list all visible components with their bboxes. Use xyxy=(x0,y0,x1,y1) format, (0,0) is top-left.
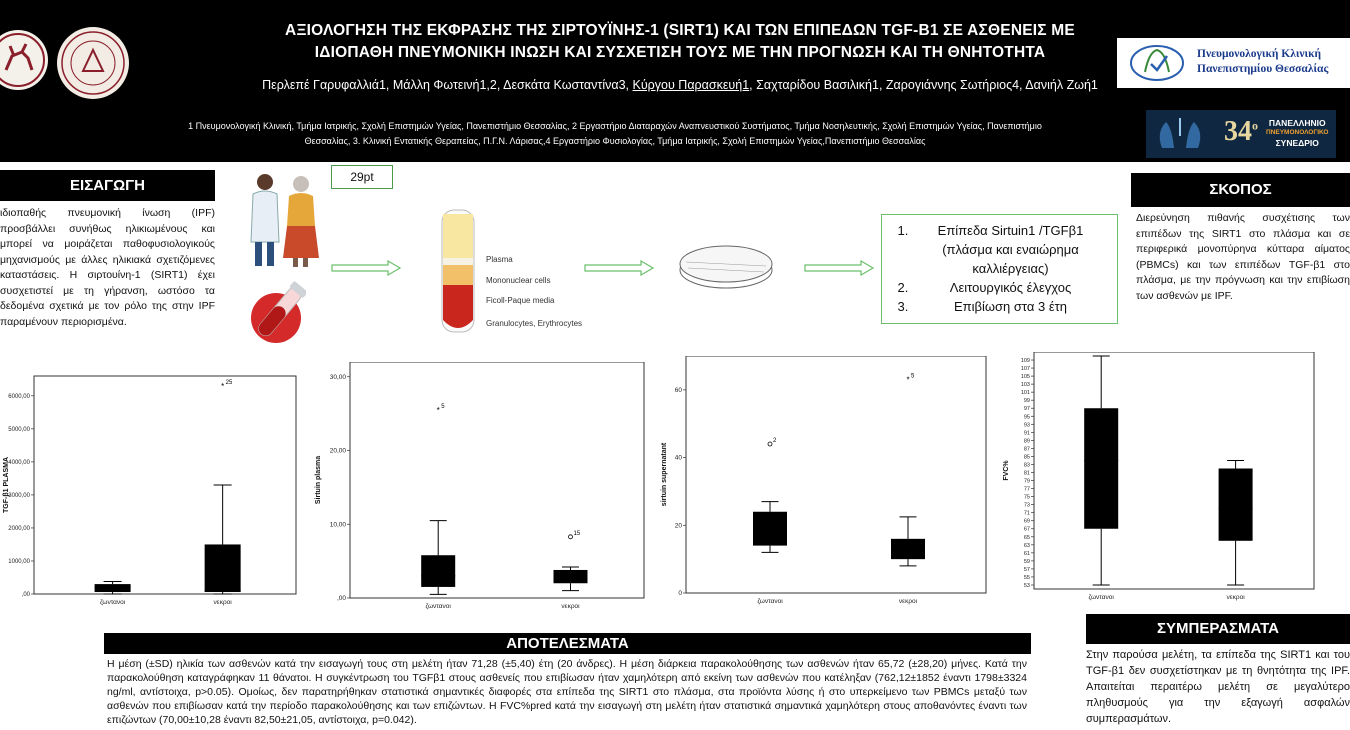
chart-sirtuin-plasma-panel xyxy=(312,362,648,612)
aim-heading: ΣΚΟΠΟΣ xyxy=(1131,173,1350,207)
flow-arrow-1-icon xyxy=(330,260,402,276)
results-heading: ΑΠΟΤΕΛΕΣΜΑΤΑ xyxy=(104,633,1031,654)
outlier-star: * xyxy=(906,375,910,385)
flow-arrow-3-icon xyxy=(803,260,875,276)
tube-label-ficoll: Ficoll-Paque media xyxy=(486,296,555,305)
blood-tube-icon xyxy=(250,278,306,350)
outlier-label: 25 xyxy=(225,379,233,386)
y-tick-label: 89 xyxy=(1023,438,1030,445)
y-tick-label: 5000,00 xyxy=(8,426,30,433)
y-tick-label: 0 xyxy=(678,590,682,597)
petri-dish-icon xyxy=(676,240,776,296)
outlier-label: 15 xyxy=(573,530,581,537)
congress-line-1: ΠΑΝΕΛΛΗΝΙΟ xyxy=(1268,118,1326,128)
chart-tgf-panel xyxy=(0,372,300,606)
x-category-label: νεκροι xyxy=(561,603,580,610)
clinic-name-line-2: Πανεπιστημίου Θεσσαλίας xyxy=(1197,63,1329,75)
y-tick-label: 20 xyxy=(674,522,682,530)
y-tick-label: 81 xyxy=(1023,470,1030,477)
y-axis-label: Sirtuin plasma xyxy=(315,455,322,505)
authors-after: , Σαχταρίδου Βασιλική1, Ζαρογιάννης Σωτήριος4, Δανιήλ Ζωή1 xyxy=(749,78,1098,92)
congress-ordinal: ο xyxy=(1252,118,1258,133)
y-tick-label: 101 xyxy=(1020,390,1030,397)
y-tick-label: 85 xyxy=(1023,454,1030,461)
doctor-patient-illustration xyxy=(243,170,327,270)
affiliations-line-2: Θεσσαλίας, 3. Κλινική Εντατικής Θεραπείας, Π.Γ.Ν. Λάρισας,4 Εργαστήριο Φυσιολογίας, Τμήμα Ιατρικής, Σχολή Επιστημών Υγείας,Πανεπιστήμιο Θεσσαλίας xyxy=(304,136,926,146)
y-tick-label: 6000,00 xyxy=(8,393,30,400)
y-tick-label: 67 xyxy=(1023,526,1030,533)
plot-frame xyxy=(350,362,644,598)
y-tick-label: 103 xyxy=(1020,382,1030,389)
y-tick-label: 60 xyxy=(674,386,682,394)
method-item-2: 2. Λειτουργικός έλεγχος xyxy=(912,278,1109,297)
flow-arrow-2-icon xyxy=(583,260,655,276)
box-ζωντανοι xyxy=(421,555,455,587)
plot-frame xyxy=(34,376,296,594)
y-tick-label: 69 xyxy=(1023,518,1030,525)
y-tick-label: 1000,00 xyxy=(8,558,30,565)
intro-text: ιδιοπαθής πνευμονική ίνωση (IPF) προσβάλλει συνήθως ηλικιωμένους και μπορεί να μοιράζεται παθοφυσιολογικούς μηχανισμούς με άλλες ηλικιακά σχετιζόμενες καταστάσεις. Η σιρτουίνη-1 (SIRT1) έχει συσχετιστεί με τη γήρανση, ωστόσο τα δεδομένα σχετικά με τον ρόλο της στην IPF παραμένουν περιορισμένα. xyxy=(0,207,215,328)
chart-sirtuin-supernatant-panel xyxy=(658,356,990,612)
y-axis-label: FVC% xyxy=(1003,460,1010,481)
poster-title xyxy=(180,20,1180,64)
outlier-label: 2 xyxy=(773,438,777,445)
y-tick-label: 30,00 xyxy=(329,373,346,381)
conclusions-text: Στην παρούσα μελέτη, τα επίπεδα της SIRT1 και του TGF-β1 δεν συσχετίστηκαν με τη θνητότητα της IPF. Απαιτείται περαιτέρω μελέτη σε μεγαλύτερο πληθυσμούς για την εξαγωγή ασφαλών συμπερασμάτων. xyxy=(1086,649,1350,725)
chart-fvc-panel xyxy=(1000,352,1318,608)
outlier-star: * xyxy=(221,381,225,391)
box-νεκροι xyxy=(205,544,241,592)
y-tick-label: 40 xyxy=(674,454,682,462)
y-tick-label: 3000,00 xyxy=(8,492,30,499)
box-ζωντανοι xyxy=(1084,408,1118,529)
y-tick-label: 59 xyxy=(1023,558,1030,565)
university-seal xyxy=(56,26,130,100)
y-axis-label: sirtuin supernatant xyxy=(661,442,668,507)
outlier-star: * xyxy=(436,405,440,415)
y-tick-label: 109 xyxy=(1020,358,1030,365)
y-tick-label: ,00 xyxy=(336,595,346,602)
results-text: Η μέση (±SD) ηλικία των ασθενών κατά την εισαγωγή τους στη μελέτη ήταν 71,28 (±5,40) έτη (20 άνδρες). Η μέση διάρκεια παρακολούθησης των ασθενών ήταν 65,72 (±28,20) μήνες. Κατά την παρακολούθηση καταγράφηκαν 11 θάνατοι. Η συγκέντρωση του TGFβ1 στους ασθενείς που επιβίωσαν ήταν χαμηλότερη από εκείνη των ασθενών που κατέληξαν (762,12±1852 έναντι 1798±3324 ng/ml, αντίστοιχα, p>0.05). Ομοίως, δεν παρατηρήθηκαν στατιστικά σημαντικές διαφορές στα επίπεδα της SIRT1 στο πλάσμα, στα προϊόντα λύσης ή στο υπερκείμενο των PBMCs μεταξύ των ασθενών που επιβίωσαν κατά την περίοδο παρακολούθησης και των επιζώντων. Η FVC%pred κατά την εισαγωγή στη μελέτη ήταν στατιστικά σημαντικά χαμηλότερη στους αποθανόντες έναντι των επιζώντων (70,00±10,28 έναντι 82,50±21,05, αντίστοιχα, p=0.042). xyxy=(107,658,1027,726)
intro-heading: ΕΙΣΑΓΩΓΗ xyxy=(0,170,215,201)
y-tick-label: 63 xyxy=(1023,542,1030,549)
outlier-label: 5 xyxy=(441,403,445,410)
title-line-2: ΙΔΙΟΠΑΘΗ ΠΝΕΥΜΟΝΙΚΗ ΙΝΩΣΗ ΚΑΙ ΣΥΣΧΕΤΙΣΗ ΤΟΥΣ ΜΕ ΤΗΝ ΠΡΟΓΝΩΣΗ ΚΑΙ ΤΗ ΘΝΗΤΟΤΗΤΑ xyxy=(314,44,1046,61)
x-category-label: ζωντανοι xyxy=(757,598,783,605)
y-axis-label: TGF-β1 PLASMA xyxy=(3,457,10,513)
y-tick-label: 20,00 xyxy=(329,447,346,455)
y-tick-label: 61 xyxy=(1023,550,1030,557)
methods-box xyxy=(881,214,1118,324)
x-category-label: νεκροι xyxy=(213,599,232,606)
presenting-author: Κύργου Παρασκευή1 xyxy=(632,78,750,92)
chart-sirtuin-supernatant xyxy=(658,356,990,612)
clinic-name xyxy=(1197,47,1328,77)
lungs-illustration-icon xyxy=(1150,114,1210,154)
outlier-label: 5 xyxy=(911,373,915,380)
header-banner xyxy=(0,0,1350,162)
y-tick-label: 95 xyxy=(1023,414,1030,421)
y-tick-label: 105 xyxy=(1020,374,1030,381)
y-tick-label: 79 xyxy=(1023,478,1030,485)
y-tick-label: 2000,00 xyxy=(8,525,30,532)
chart-tgf-plasma xyxy=(0,372,300,606)
plot-frame xyxy=(1034,352,1314,589)
lungs-logo-icon xyxy=(1125,42,1189,84)
chart-fvc xyxy=(1000,352,1318,608)
y-tick-label: 73 xyxy=(1023,502,1030,509)
conclusions-heading: ΣΥΜΠΕΡΑΣΜΑΤΑ xyxy=(1086,614,1350,644)
box-νεκροι xyxy=(1219,468,1253,540)
y-tick-label: 77 xyxy=(1023,486,1030,493)
clinic-name-line-1: Πνευμονολογική Κλινική xyxy=(1197,48,1322,60)
y-tick-label: 107 xyxy=(1020,366,1030,373)
affiliations-line-1: 1 Πνευμονολογική Κλινική, Τμήμα Ιατρικής, Σχολή Επιστημών Υγείας, Πανεπιστήμιο Θεσσαλίας, 2 Εργαστήριο Διαταραχών Αναπνευστικού Συστήματος, Τμήμα Νοσηλευτικής, Σχολή Επιστημών Υγείας, Πανεπιστήμιο xyxy=(188,121,1042,131)
x-category-label: ζωντανοι xyxy=(1088,594,1114,601)
y-tick-label: 87 xyxy=(1023,446,1030,453)
y-tick-label: 93 xyxy=(1023,422,1030,429)
tube-label-mononuclear: Mononuclear cells xyxy=(486,276,551,285)
centrifuge-tube-icon xyxy=(436,208,480,338)
x-category-label: νεκροι xyxy=(1226,594,1245,601)
y-tick-label: 4000,00 xyxy=(8,459,30,466)
y-tick-label: 53 xyxy=(1023,582,1030,589)
aim-text: Διερεύνηση πιθανής συσχέτισης των επιπέδων της SIRT1 στο πλάσμα και σε περιφερικά μονοπύρηνα κύτταρα αίματος (PBMCs) και των επιπέδων TGF-β1 στο πλάσμα, με την πρόγνωση και την επιβίωση των ασθενών με IPF. xyxy=(1136,212,1350,302)
congress-line-3: ΣΥΝΕΔΡΙΟ xyxy=(1275,138,1319,148)
congress-logo xyxy=(1146,110,1336,158)
size-tag: 29pt xyxy=(331,165,393,189)
x-category-label: ζωντανοι xyxy=(99,599,126,606)
y-tick-label: 57 xyxy=(1023,566,1030,573)
chart-sirtuin-plasma xyxy=(312,362,648,612)
clinic-logo xyxy=(1117,38,1350,88)
x-category-label: νεκροι xyxy=(898,598,918,605)
y-tick-label: 91 xyxy=(1023,430,1030,437)
tube-label-granulocytes: Granulocytes, Erythrocytes xyxy=(486,319,583,328)
y-tick-label: 65 xyxy=(1023,534,1030,541)
university-logo-centaur xyxy=(0,26,48,94)
y-tick-label: 83 xyxy=(1023,462,1030,469)
method-item-3: 3. Επιβίωση στα 3 έτη xyxy=(912,297,1109,316)
plot-frame xyxy=(686,356,986,593)
y-tick-label: 75 xyxy=(1023,494,1030,501)
authors-before: Περλεπέ Γαρυφαλλιά1, Μάλλη Φωτεινή1,2, Δεσκάτα Κωσταντίνα3, xyxy=(262,78,633,92)
congress-number: 34 xyxy=(1224,116,1252,147)
box-ζωντανοι xyxy=(753,512,787,546)
title-line-1: ΑΞΙΟΛΟΓΗΣΗ ΤΗΣ ΕΚΦΡΑΣΗΣ ΤΗΣ ΣΙΡΤΟΥΪΝΗΣ-1 (SIRT1) ΚΑΙ ΤΩΝ ΕΠΙΠΕΔΩΝ TGF-Β1 ΣΕ ΑΣΘΕΝΕΙΣ ΜΕ xyxy=(285,22,1075,39)
x-category-label: ζωντανοι xyxy=(425,603,451,610)
tube-label-plasma: Plasma xyxy=(486,255,513,264)
affiliations xyxy=(110,119,1120,149)
y-tick-label: 71 xyxy=(1023,510,1030,517)
author-list xyxy=(150,78,1210,92)
method-item-1: 1. Επίπεδα Sirtuin1 /TGFβ1 (πλάσμα και εναιώρημα καλλιέργειας) xyxy=(912,221,1109,278)
y-tick-label: 10,00 xyxy=(329,521,346,529)
y-tick-label: 97 xyxy=(1023,406,1030,413)
y-tick-label: 99 xyxy=(1023,398,1030,405)
y-tick-label: 55 xyxy=(1023,574,1030,581)
congress-line-2: ΠΝΕΥΜΟΝΟΛΟΓΙΚΟ xyxy=(1266,129,1329,136)
y-tick-label: ,00 xyxy=(21,592,30,598)
